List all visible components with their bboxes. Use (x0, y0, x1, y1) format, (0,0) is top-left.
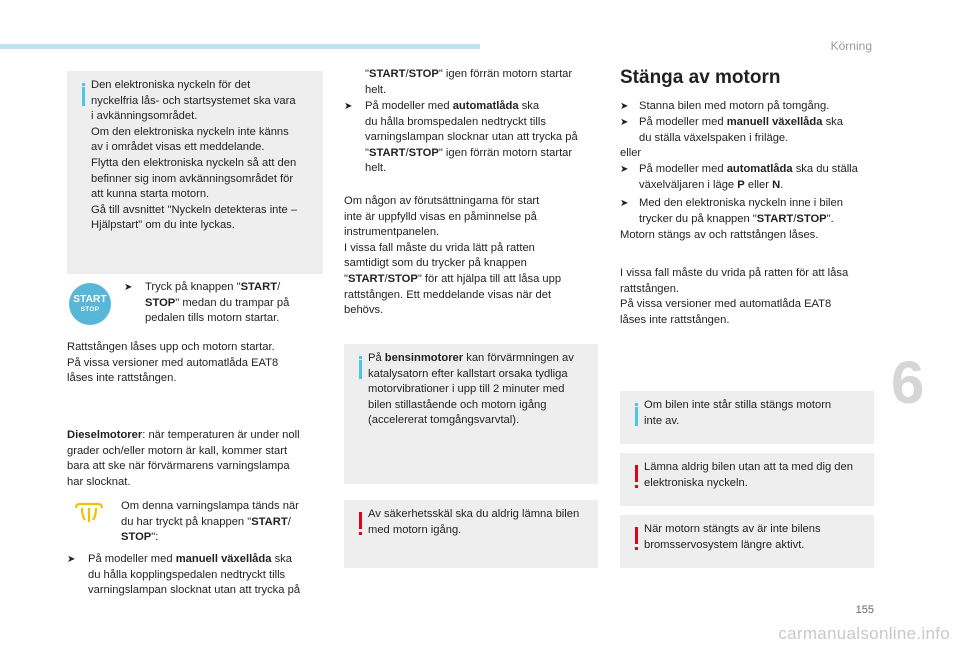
chapter-number: 6 (891, 349, 925, 416)
text-line: Flytta den elektroniska nyckeln så att den (91, 156, 297, 169)
or-text: eller (620, 147, 642, 159)
continued-text: "START/STOP" igen förrän motorn startar helt. (365, 68, 573, 96)
start-stop-button-icon: START STOP (69, 283, 111, 325)
bullet-icon: ➤ (620, 117, 629, 128)
warning-box-safety: Av säkerhetsskäl ska du aldrig lämna bilen med motorn igång. (344, 500, 598, 568)
start-instruction: Tryck på knappen "START/ STOP" medan du trampar på pedalen tills motorn startar. (145, 281, 290, 325)
bullet-icon: ➤ (67, 554, 76, 565)
section-title: Körning (830, 39, 872, 53)
text-line: av i området visas ett meddelande. (91, 141, 265, 154)
section-heading: Stänga av motorn (620, 67, 781, 88)
text-line: Hjälpstart" om du inte lyckas. (91, 219, 235, 232)
stop-step-2: På modeller med manuell växellåda ska du ställa växelspaken i friläge. (639, 116, 843, 144)
info-box-moving: Om bilen inte står stilla stängs motorn inte av. (620, 391, 874, 444)
text-line: nyckelfria lås- och startsystemet ska vara (91, 94, 296, 107)
text-line: befinner sig inom avkänningsområdet för (91, 172, 294, 185)
bullet-icon: ➤ (620, 101, 629, 112)
automatic-gearbox-text: På modeller med automatlåda ska du hålla bromspedalen nedtryckt tills varningslampan slocknar utan att trycka på "START/STOP" igen förrän motorn startar helt. (365, 100, 578, 175)
bullet-icon: ➤ (620, 164, 629, 175)
diesel-text: Dieselmotorer: när temperaturen är under noll grader och/eller motorn är kall, kommer start bara att ske när förvärmarens varningslampa har slocknat. (67, 429, 300, 488)
stop-step-3: På modeller med automatlåda ska du ställa växelväljaren i läge P eller N. (639, 163, 858, 191)
info-box-petrol: På bensinmotorer kan förvärmningen av katalysatorn efter kallstart orsaka tydliga motorvibrationer i upp till 2 minuter med bilen stillastående och motorn igång (accelererat tomgångsvarvtal). (344, 344, 598, 484)
page-number: 155 (855, 604, 874, 616)
warning-box-key: Lämna aldrig bilen utan att ta med dig den elektroniska nyckeln. (620, 453, 874, 506)
preheat-text: Om denna varningslampa tänds när du har tryckt på knappen "START/ STOP": (121, 500, 299, 544)
text-line: i avkänningsområdet. (91, 110, 198, 123)
steering-note: I vissa fall måste du vrida på ratten för att låsa rattstången. På vissa versioner med automatlåda EAT8 låses inte rattstången. (620, 267, 849, 326)
start-conditions-text: Om någon av förutsättningarna för start inte är uppfylld visas en påminnelse på instrumentpanelen. I vissa fall måste du vrida lätt på ratten samtidigt som du trycker på knappen "START/STOP" för att hjälpa till att låsa upp rattstången. Ett meddelande visas när det behövs. (344, 195, 562, 317)
text-line: Den elektroniska nyckeln för det (91, 79, 251, 91)
text-line: Gå till avsnittet "Nyckeln detekteras inte – (91, 203, 298, 216)
bullet-icon: ➤ (124, 282, 133, 293)
bullet-icon: ➤ (344, 101, 353, 112)
watermark: carmanualsonline.info (778, 624, 950, 643)
steering-lock-text: Rattstången låses upp och motorn startar. På vissa versioner med automatlåda EAT8 låses inte rattstången. (67, 341, 279, 385)
stop-step-1: Stanna bilen med motorn på tomgång. (639, 100, 830, 112)
glow-plug-icon (72, 502, 106, 524)
header-accent-bar (0, 44, 480, 49)
manual-gearbox-text: På modeller med manuell växellåda ska du hålla kopplingspedalen nedtryckt tills varningslampan slocknat utan att trycka på (88, 553, 301, 597)
stop-step-4: Med den elektroniska nyckeln inne i bilen trycker du på knappen "START/STOP". (639, 197, 843, 225)
info-box-key-detection (67, 71, 323, 274)
warning-box-brake: När motorn stängts av är inte bilens bromsservosystem längre aktivt. (620, 515, 874, 568)
engine-off-text: Motorn stängs av och rattstången låses. (620, 229, 819, 241)
bullet-icon: ➤ (620, 198, 629, 209)
text-line: att kunna starta motorn. (91, 188, 210, 201)
text-line: Om den elektroniska nyckeln inte känns (91, 125, 289, 138)
